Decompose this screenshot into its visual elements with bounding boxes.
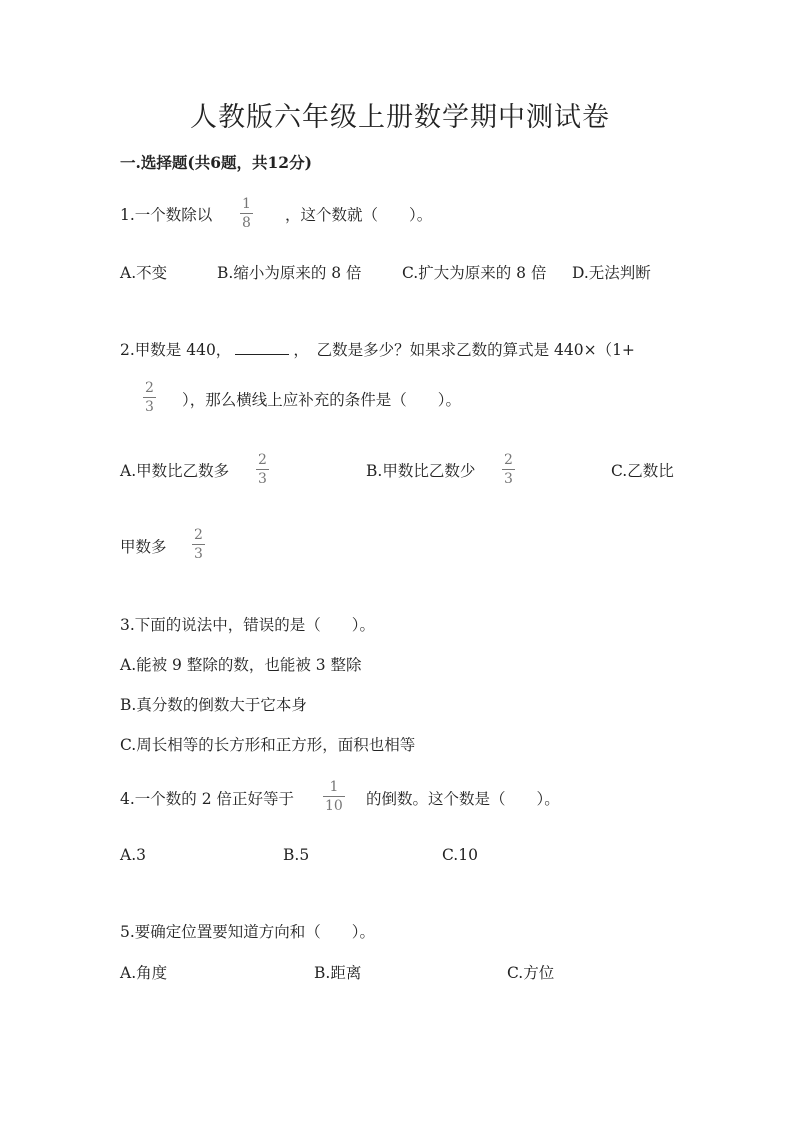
fraction-numerator: 2 — [504, 452, 513, 468]
q5-option-a: A.角度 — [120, 964, 168, 982]
q3-stem: 3.下面的说法中，错误的是（ ）。 — [120, 616, 376, 634]
fraction-denominator: 3 — [504, 471, 513, 487]
q1-option-d: D.无法判断 — [572, 264, 651, 282]
fraction-numerator: 1 — [329, 779, 339, 795]
q4-option-b: B.5 — [283, 846, 310, 864]
q3-option-a: A.能被 9 整除的数，也能被 3 整除 — [120, 656, 362, 674]
q2-stem-part2: ， 乙数是多少？如果求乙数的算式是 440×（1+ — [293, 341, 635, 359]
page-title: 人教版六年级上册数学期中测试卷 — [190, 102, 610, 133]
q3-option-b: B.真分数的倒数大于它本身 — [120, 696, 307, 714]
q2-line1 — [120, 338, 635, 360]
q2-stem-part1: 2.甲数是 440， — [120, 341, 232, 359]
q2-line2: ），那么横线上应补充的条件是（ ）。 — [182, 391, 462, 409]
q4-suffix: 的倒数。这个数是（ ）。 — [366, 790, 560, 808]
q2-option-c-fraction — [192, 528, 205, 561]
fraction-denominator: 8 — [242, 215, 251, 231]
q1-option-c: C.扩大为原来的 8 倍 — [402, 264, 547, 282]
q2-option-b-fraction — [502, 453, 515, 486]
q5-option-b: B.距离 — [314, 964, 362, 982]
fraction-numerator: 2 — [145, 380, 154, 396]
q3-option-c: C.周长相等的长方形和正方形，面积也相等 — [120, 736, 416, 754]
q1-option-a: A.不变 — [120, 264, 168, 282]
fraction-denominator: 3 — [194, 546, 203, 562]
fraction-denominator: 3 — [145, 399, 154, 415]
q5-option-c: C.方位 — [507, 964, 555, 982]
q2-fraction — [143, 381, 156, 414]
q2-option-c-part2: 甲数多 — [120, 538, 167, 556]
fraction-numerator: 1 — [242, 196, 251, 212]
q4-fraction — [323, 780, 345, 813]
q5-stem: 5.要确定位置要知道方向和（ ）。 — [120, 923, 376, 941]
fraction-denominator: 10 — [325, 798, 343, 814]
q4-option-c: C.10 — [442, 846, 478, 864]
q2-option-b: B.甲数比乙数少 — [366, 462, 476, 480]
q4-prefix: 4.一个数的 2 倍正好等于 — [120, 790, 295, 808]
q1-prefix: 1.一个数除以 — [120, 206, 213, 224]
fraction-numerator: 2 — [258, 452, 267, 468]
fraction-numerator: 2 — [194, 527, 203, 543]
q2-option-c-part1: C.乙数比 — [611, 462, 674, 480]
fraction-denominator: 3 — [258, 471, 267, 487]
q1-suffix: ，这个数就（ ）。 — [285, 206, 433, 224]
q2-option-a: A.甲数比乙数多 — [120, 462, 230, 480]
q1-option-b: B.缩小为原来的 8 倍 — [217, 264, 362, 282]
q2-answer-blank — [235, 342, 289, 355]
q1-fraction — [240, 197, 253, 230]
q2-option-a-fraction — [256, 453, 269, 486]
section-heading: 一.选择题(共6题，共12分) — [120, 153, 312, 172]
q4-option-a: A.3 — [120, 846, 146, 864]
